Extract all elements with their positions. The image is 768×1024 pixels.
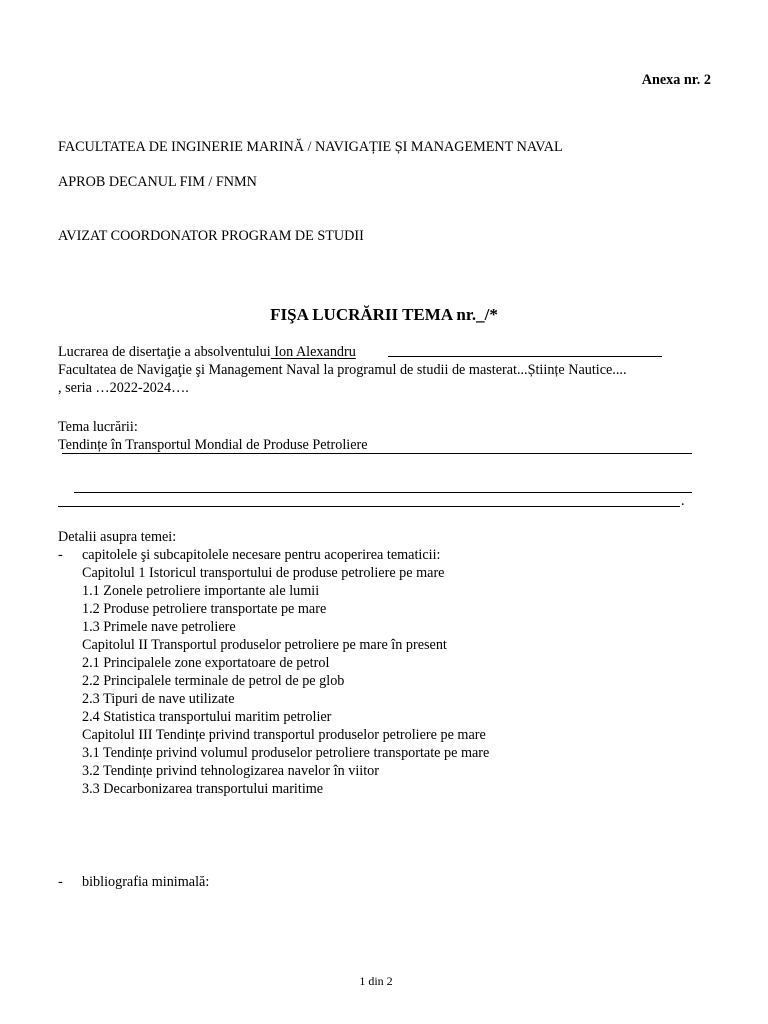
bullet-dash-bibliography: - bbox=[58, 874, 63, 890]
page-title: FIŞA LUCRĂRII TEMA nr._/* bbox=[270, 305, 498, 324]
outline-item: Capitolul 1 Istoricul transportului de produse petroliere pe mare bbox=[82, 565, 445, 581]
outline-item: 2.2 Principalele terminale de petrol de pe glob bbox=[82, 673, 345, 689]
outline-item: 1.2 Produse petroliere transportate pe mare bbox=[82, 601, 327, 617]
topic-value: Tendințe în Transportul Mondial de Produse Petroliere bbox=[58, 437, 368, 453]
outline-item: 3.1 Tendințe privind volumul produselor petroliere transportate pe mare bbox=[82, 745, 490, 761]
topic-label: Tema lucrării: bbox=[58, 419, 138, 435]
student-name: Ion Alexandru bbox=[270, 344, 356, 360]
outline-item: 3.3 Decarbonizarea transportului maritime bbox=[82, 781, 324, 797]
outline-item: 3.2 Tendințe privind tehnologizarea navelor în viitor bbox=[82, 763, 379, 779]
topic-underline-2 bbox=[74, 492, 692, 493]
topic-underline-1 bbox=[62, 453, 692, 454]
details-label: Detalii asupra temei: bbox=[58, 529, 177, 545]
dean-approval: APROB DECANUL FIM / FNMN bbox=[58, 174, 257, 190]
outline-item: 1.1 Zonele petroliere importante ale lumii bbox=[82, 583, 320, 599]
thesis-prefix: Lucrarea de disertaţie a absolventului bbox=[58, 344, 271, 360]
topic-underline-3 bbox=[58, 506, 680, 507]
chapters-intro: capitolele şi subcapitolele necesare pentru acoperirea tematicii: bbox=[82, 547, 441, 563]
study-program-line: Facultatea de Navigaţie şi Management Naval la programul de studii de masterat...Științe Nautice.... bbox=[58, 362, 627, 378]
topic-end-mark: . bbox=[681, 493, 685, 509]
outline-item: 2.1 Principalele zone exportatoare de petrol bbox=[82, 655, 330, 671]
student-name-underline bbox=[388, 356, 662, 357]
coordinator-approval: AVIZAT COORDONATOR PROGRAM DE STUDII bbox=[58, 228, 364, 244]
outline-item: 2.4 Statistica transportului maritim petrolier bbox=[82, 709, 332, 725]
outline-item: 2.3 Tipuri de nave utilizate bbox=[82, 691, 235, 707]
series-line: , seria …2022-2024…. bbox=[58, 380, 189, 396]
outline-item: Capitolul III Tendințe privind transportul produselor petroliere pe mare bbox=[82, 727, 486, 743]
annex-number: Anexa nr. 2 bbox=[641, 72, 711, 88]
outline-item: Capitolul II Transportul produselor petroliere pe mare în present bbox=[82, 637, 447, 653]
outline-item: 1.3 Primele nave petroliere bbox=[82, 619, 236, 635]
page-number: 1 din 2 bbox=[359, 974, 393, 988]
bibliography-label: bibliografia minimală: bbox=[82, 874, 210, 890]
bullet-dash: - bbox=[58, 547, 63, 563]
faculty-name: FACULTATEA DE INGINERIE MARINĂ / NAVIGAȚIE ȘI MANAGEMENT NAVAL bbox=[58, 139, 563, 155]
thesis-student-line bbox=[58, 343, 356, 361]
